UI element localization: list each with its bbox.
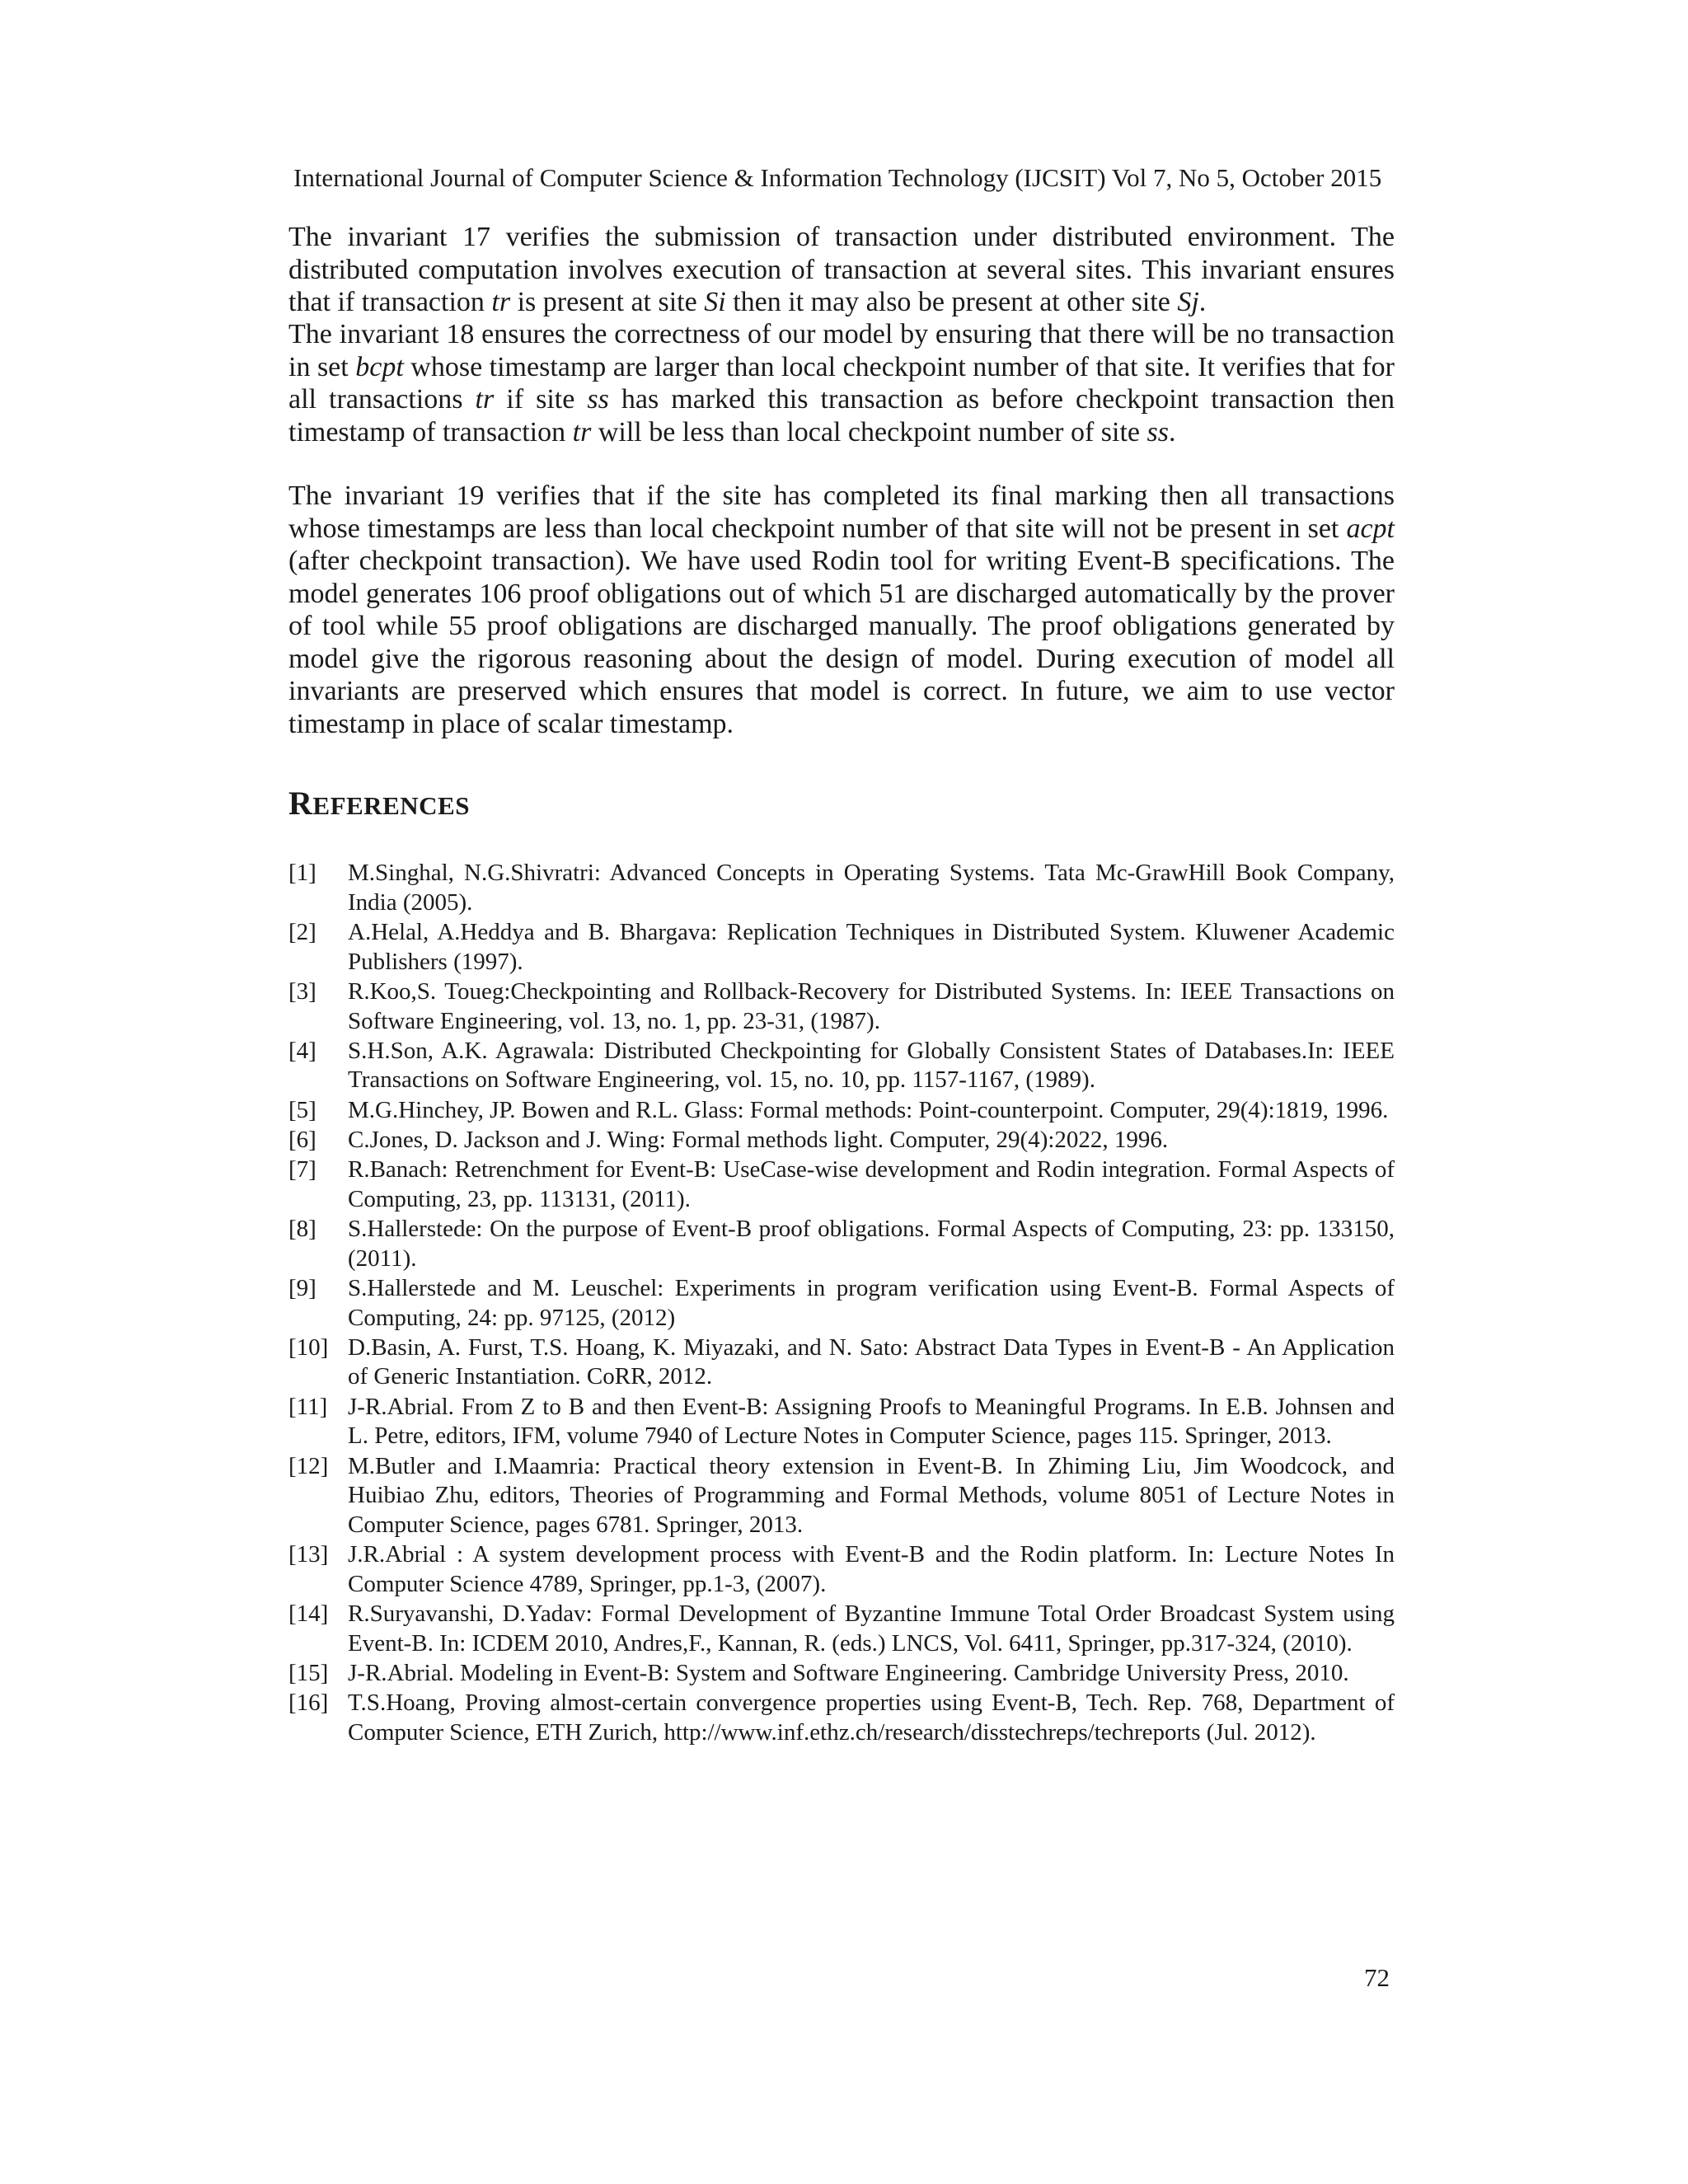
reference-item — [288, 1126, 1395, 1155]
reference-text: J.R.Abrial : A system development process with Event-B and the Rodin platform. In: Lecture Notes In Computer Science 4789, Springer, pp.1-3, (2007). — [348, 1541, 1395, 1597]
reference-number: [14] — [288, 1601, 329, 1628]
reference-text: S.Hallerstede: On the purpose of Event-B proof obligations. Formal Aspects of Computing, 23: pp. 133150, (2011). — [348, 1215, 1395, 1272]
reference-item — [288, 1659, 1395, 1689]
reference-number: [8] — [288, 1215, 316, 1242]
reference-number: [12] — [288, 1452, 329, 1479]
reference-text: J-R.Abrial. From Z to B and then Event-B: Assigning Proofs to Meaningful Programs. In E.B. Johnsen and L. Petre, editors, IFM, volume 7940 of Lecture Notes in Computer Science, pages 115. Springer, 2013. — [348, 1393, 1395, 1450]
reference-text: J-R.Abrial. Modeling in Event-B: System and Software Engineering. Cambridge University Press, 2010. — [348, 1659, 1349, 1686]
reference-text: C.Jones, D. Jackson and J. Wing: Formal methods light. Computer, 29(4):2022, 1996. — [348, 1126, 1169, 1153]
variable-bcpt: bcpt — [355, 351, 404, 382]
journal-header: International Journal of Computer Science & Information Technology (IJCSIT) Vol 7, No 5, October 2015 — [293, 163, 1382, 192]
text-run: The invariant 17 verifies the submission of transaction under distributed environment. The distributed computation involves execution of transaction at several sites. This invariant ensures that if transaction — [288, 222, 1395, 317]
reference-number: [4] — [288, 1037, 316, 1064]
reference-item — [288, 1274, 1395, 1333]
reference-number: [9] — [288, 1274, 316, 1301]
text-run: is present at site — [510, 287, 705, 317]
reference-item — [288, 1393, 1395, 1451]
reference-number: [13] — [288, 1541, 329, 1568]
page-number: 72 — [1364, 1963, 1390, 1992]
variable-si: Si — [704, 287, 726, 317]
reference-item — [288, 1155, 1395, 1214]
reference-item — [288, 859, 1395, 917]
reference-text: M.Butler and I.Maamria: Practical theory extension in Event-B. In Zhiming Liu, Jim Woodcock, and Huibiao Zhu, editors, Theories of Programming and Formal Methods, volume 8051 of Lecture Notes in Computer Science, pages 6781. Springer, 2013. — [348, 1452, 1395, 1538]
variable-tr: tr — [475, 384, 495, 415]
reference-item — [288, 1689, 1395, 1747]
reference-item — [288, 1600, 1395, 1658]
variable-ss: ss — [1146, 416, 1169, 448]
reference-item — [288, 918, 1395, 977]
reference-item — [288, 1037, 1395, 1095]
reference-text: M.Singhal, N.G.Shivratri: Advanced Concepts in Operating Systems. Tata Mc-GrawHill Book Company, India (2005). — [348, 860, 1395, 916]
reference-number: [10] — [288, 1333, 329, 1361]
text-run: whose timestamp are larger than local checkpoint number of that site. It verifies that for all transactions — [288, 351, 1395, 415]
reference-number: [11] — [288, 1393, 328, 1420]
reference-text: A.Helal, A.Heddya and B. Bhargava: Replication Techniques in Distributed System. Kluwener Academic Publishers (1997). — [348, 918, 1395, 975]
reference-text: S.H.Son, A.K. Agrawala: Distributed Checkpointing for Globally Consistent States of Databases.In: IEEE Transactions on Software Engineering, vol. 15, no. 10, pp. 1157-1167, (1989). — [348, 1037, 1395, 1094]
variable-acpt: acpt — [1346, 513, 1395, 544]
reference-number: [3] — [288, 977, 316, 1005]
text-run: . — [1168, 416, 1176, 448]
reference-list — [288, 859, 1395, 1748]
text-run: (after checkpoint transaction). We have used Rodin tool for writing Event-B specifications. The model generates 106 proof obligations out of which 51 are discharged automatically by the prover of tool while 55 proof obligations are discharged manually. The proof obligations generated by model give the rigorous reasoning about the design of model. During execution of model all invariants are preserved which ensures that model is correct. In future, we aim to use vector timestamp in place of scalar timestamp. — [288, 546, 1395, 739]
paragraph-invariant-19 — [288, 480, 1395, 740]
reference-item — [288, 1540, 1395, 1599]
reference-text: S.Hallerstede and M. Leuschel: Experiments in program verification using Event-B. Formal Aspects of Computing, 24: pp. 97125, (2012) — [348, 1274, 1395, 1331]
variable-tr: tr — [491, 287, 511, 317]
reference-item — [288, 1452, 1395, 1540]
text-run: The invariant 19 verifies that if the site has completed its final marking then all transactions whose timestamps are less than local checkpoint number of that site will not be present in set — [288, 480, 1395, 544]
text-run: will be less than local checkpoint number of site — [591, 416, 1147, 448]
text-run: if site — [494, 384, 588, 415]
reference-text: T.S.Hoang, Proving almost-certain convergence properties using Event-B, Tech. Rep. 768, Department of Computer Science, ETH Zurich, http://www.inf.ethz.ch/research/disstechreps/techreports (Jul. 2012). — [348, 1690, 1395, 1746]
reference-number: [15] — [288, 1659, 329, 1686]
variable-tr: tr — [572, 416, 592, 448]
variable-sj: Sj — [1177, 287, 1199, 317]
paragraph-invariant-17 — [288, 221, 1395, 319]
reference-text: R.Suryavanshi, D.Yadav: Formal Development of Byzantine Immune Total Order Broadcast System using Event-B. In: ICDEM 2010, Andres,F., Kannan, R. (eds.) LNCS, Vol. 6411, Springer, pp.317-324, (2010). — [348, 1601, 1395, 1657]
reference-number: [7] — [288, 1156, 316, 1183]
reference-item — [288, 977, 1395, 1036]
reference-number: [2] — [288, 918, 316, 945]
references-heading — [288, 783, 470, 827]
text-run: then it may also be present at other site — [725, 287, 1178, 317]
reference-text: D.Basin, A. Furst, T.S. Hoang, K. Miyazaki, and N. Sato: Abstract Data Types in Event-B - An Application of Generic Instantiation. CoRR, 2012. — [348, 1333, 1395, 1390]
reference-item — [288, 1215, 1395, 1273]
reference-text: R.Banach: Retrenchment for Event-B: UseCase-wise development and Rodin integration. Formal Aspects of Computing, 23, pp. 113131, (2011). — [348, 1156, 1395, 1212]
reference-number: [1] — [288, 860, 316, 886]
reference-text: M.G.Hinchey, JP. Bowen and R.L. Glass: Formal methods: Point-counterpoint. Computer, 29(4):1819, 1996. — [348, 1096, 1389, 1123]
reference-item — [288, 1333, 1395, 1392]
reference-number: [5] — [288, 1096, 316, 1123]
text-run: The invariant 18 ensures the correctness of our model by ensuring that there will be no transaction in set — [288, 319, 1395, 382]
reference-item — [288, 1096, 1395, 1126]
reference-number: [6] — [288, 1126, 316, 1153]
text-run: has marked this transaction as before checkpoint transaction then timestamp of transaction — [288, 384, 1395, 448]
paragraph-invariant-18 — [288, 318, 1395, 448]
reference-text: R.Koo,S. Toueg:Checkpointing and Rollback-Recovery for Distributed Systems. In: IEEE Transactions on Software Engineering, vol. 13, no. 1, pp. 23-31, (1987). — [348, 977, 1395, 1034]
text-run: . — [1198, 287, 1207, 317]
variable-ss: ss — [587, 384, 609, 415]
reference-number: [16] — [288, 1690, 329, 1717]
heading-rest: EFERENCES — [312, 791, 470, 820]
heading-initial: R — [288, 785, 313, 822]
